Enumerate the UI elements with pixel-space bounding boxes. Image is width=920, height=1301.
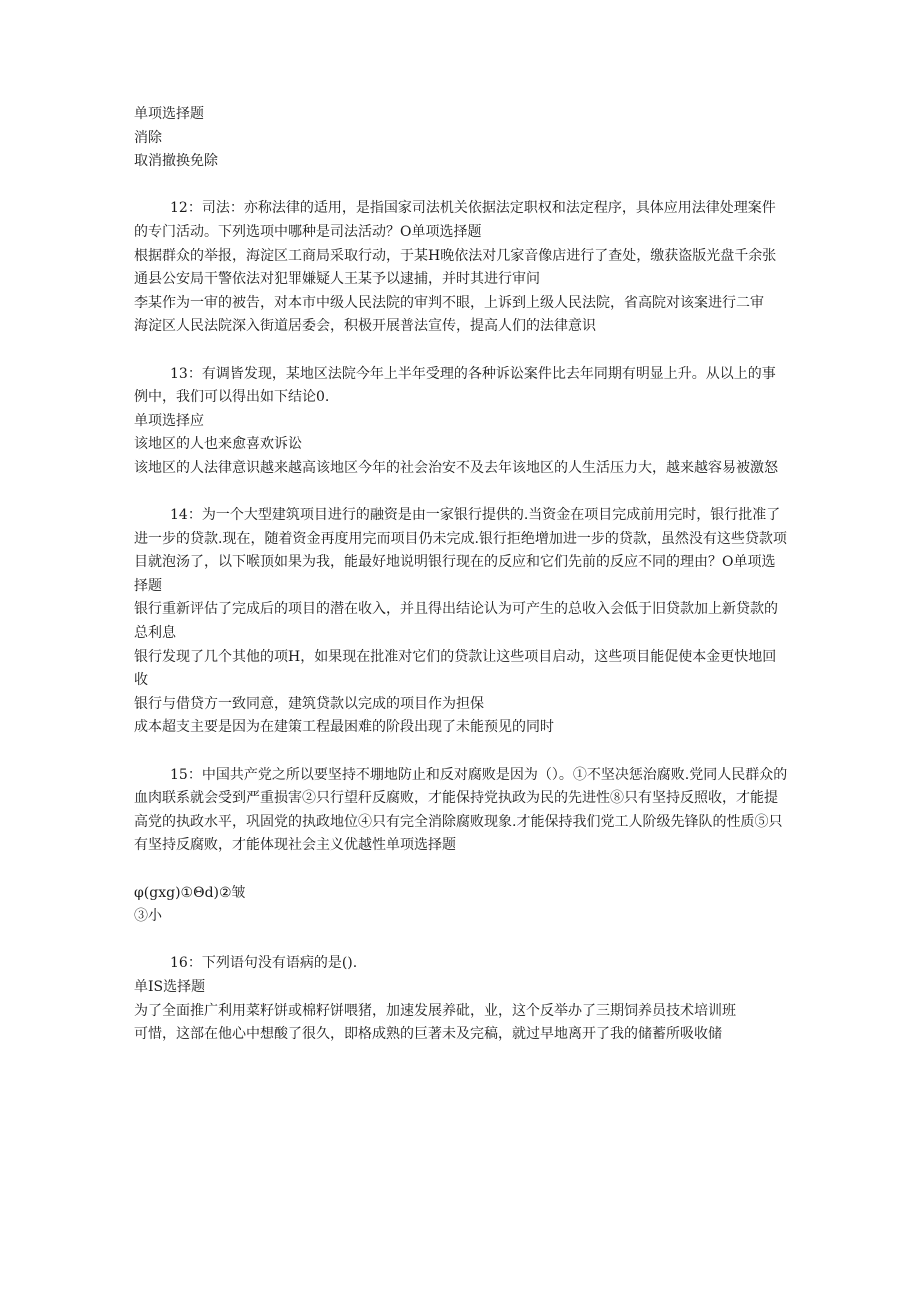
question-15-option: ③小 (134, 908, 162, 925)
question-12-text: 12：司法：亦称法律的适用，是指国家司法机关依据法定职权和法定程序，具体应用法律处理案件的专门活动。下列选项中哪种是司法活动？O单项选择题 (134, 200, 776, 240)
question-16-option: 可惜，这部在他心中想酸了很久，即格成熟的巨著未及完稿，就过早地离开了我的储蓄所吸收储 (134, 1026, 722, 1043)
question-13-option: 该地区的人也来愈喜欢诉讼 (134, 436, 302, 453)
question-12-option: 海淀区人民法院深入街道居委会，积极开展普法宣传，提高人们的法律意识 (134, 318, 596, 335)
question-13-option: 该地区的人法律意识越来越高该地区今年的社会治安不及去年该地区的人生活压力大，越来越容易被激怒 (134, 459, 778, 476)
question-14-text: 14：为一个大型建筑项目进行的融资是由一家银行提供的.当资金在项目完成前用完时，银行批准了进一步的贷款.现在，随着资金再度用完而项目仍未完成.银行拒绝增加进一步的贷款，虽然没有这些贷款项目就泡汤了，以下喉顶如果为我，能最好地说明银行现在的反应和它们先前的反应不同的理由？O单项选择题 (134, 507, 787, 594)
question-12-option: 李某作为一审的被告，对本市中级人民法院的审判不眼，上诉到上级人民法院，省高院对该案进行二审 (134, 294, 764, 311)
intro-line: 单项选择题 (134, 106, 204, 122)
spacer (134, 858, 789, 882)
question-14-option: 成本超支主要是因为在建策工程最困难的阶段出现了未能预见的同时 (134, 719, 554, 736)
question-14-option: 银行发现了几个其他的项H，如果现在批准对它们的贷款让这些项目启动，这些项目能促使本金更快地回收 (134, 648, 777, 689)
question-15-option: φ(gxg)①Θd)②皱 (134, 884, 246, 901)
question-12-option: 根据群众的举报，海淀区工商局采取行动，于某H晚依法对几家音像店进行了查处，缴获盗版光盘千余张 (134, 247, 777, 264)
document-body (134, 103, 789, 1047)
question-13-text: 13：有调皆发现，某地区法院今年上半年受理的各种诉讼案件比去年同期有明显上升。从以上的事例中，我们可以得出如下结论0. (134, 365, 776, 406)
question-13-type-label: 单项选择应 (134, 412, 204, 429)
question-16-option: 为了全面推广利用菜籽饼或棉籽饼喂猪，加速发展养砒，业，这个反举办了三期饲养员技术培训班 (134, 1002, 736, 1019)
question-16-type-label: 单IS选择题 (134, 978, 206, 995)
question-14-option: 银行重新评估了完成后的项目的潜在收入，并且得出结论认为可产生的总收入会低于旧贷款加上新贷款的总利息 (134, 601, 778, 642)
question-12-option: 通县公安局干警依法对犯罪嫌疑人王某予以逮捕，并时其进行审问 (134, 271, 540, 288)
intro-line: 消除 (134, 129, 162, 146)
question-16-text: 16：下列语句没有语病的是(). (170, 955, 358, 972)
intro-line: 取消撤换免除 (134, 153, 218, 170)
question-15-text: 15：中国共产党之所以要坚持不堋地防止和反对腐败是因为（）。①不坚决惩治腐败.党同人民群众的血肉联系就会受到严重损害②只行望秆反腐败，才能保持党执政为民的先进性⑧只有坚持反照收，才能提高党的执政水平，巩固党的执政地位④只有完全消除腐败现象.才能保持我们党工人阶级先锋队的性质⑤只有坚持反腐败，才能体现社会主义优越性单项选择题 (134, 766, 788, 854)
question-14-option: 银行与借贷方一致同意，建筑贷款以完成的项目作为担保 (134, 695, 484, 712)
